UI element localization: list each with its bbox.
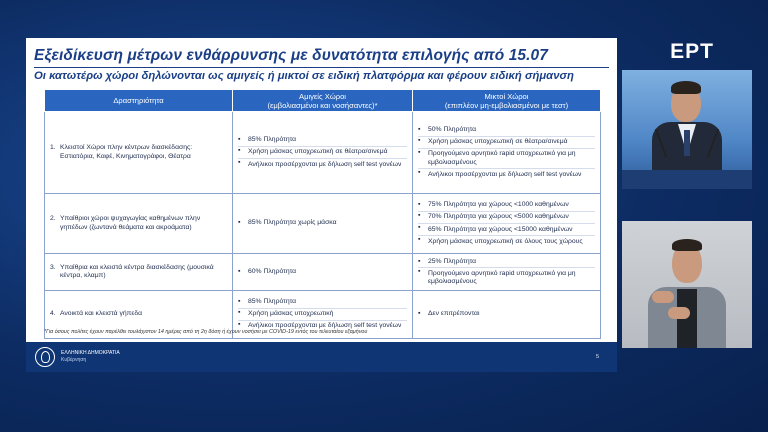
activity-number: 4. (50, 310, 56, 317)
measure-item: ▪ 50% Πληρότητα (418, 126, 595, 134)
measure-item: ▪ 25% Πληρότητα (418, 258, 595, 266)
activity-label: Υπαίθρια και κλειστά κέντρα διασκέδασης (μουσικά κέντρα, κλαμπ) (60, 263, 214, 279)
activity-number: 2. (50, 215, 56, 223)
measure-item: ▪ 75% Πληρότητα για χώρους <1000 καθημένων (418, 201, 595, 209)
measure-item: ▪ Προηγούμενο αρνητικό rapid υποχρεωτικό για μη εμβολιασμένους (418, 148, 595, 167)
sign-language-interpreter-feed (622, 221, 752, 348)
pure-measures-list (238, 268, 407, 276)
ert-channel-logo: ΕΡΤ (670, 40, 714, 63)
activity-number: 1. (50, 144, 56, 152)
activity-label: Ανοικτά και κλειστά γήπεδα (60, 310, 143, 317)
footnote: *Για όσους πολίτες έχουν παρέλθει τουλάχιστον 14 ημέρες από τη 2η δόση ή έχουν νοσήσει με COVID-19 εντός του τελευταίου εξαμήνου (44, 329, 368, 335)
table-body (45, 112, 601, 339)
mixed-spaces-cell (413, 254, 601, 291)
speaker-tie (684, 130, 690, 156)
measure-item: ▪ Ανήλικοι προσέρχονται με δήλωση self test γονέων (238, 320, 407, 331)
mixed-spaces-cell (413, 290, 601, 338)
speaker-video-feed (622, 70, 752, 189)
slide-footer (26, 342, 617, 372)
slide-title: Εξειδίκευση μέτρων ενθάρρυνσης με δυνατότητα επιλογής από 15.07 (34, 47, 549, 64)
mixed-measures-list (418, 201, 595, 246)
header-pure-spaces (233, 90, 413, 112)
table-row (45, 254, 601, 291)
measure-item: ▪ 70% Πληρότητα για χώρους <5000 καθημένων (418, 211, 595, 222)
measures-table (44, 89, 601, 339)
pure-spaces-cell (233, 194, 413, 254)
measure-item: ▪ 60% Πληρότητα (238, 268, 407, 276)
footer-organization (61, 350, 120, 363)
measure-item: ▪ Ανήλικοι προσέρχονται με δήλωση self test γονέων (238, 158, 407, 169)
mixed-measures-list (418, 310, 595, 318)
slide-page-number: 5 (595, 354, 599, 360)
measure-item: ▪ Χρήση μάσκας υποχρεωτική σε θέατρα/σινεμά (418, 136, 595, 147)
footer-org-name: ΕΛΛΗΝΙΚΗ ΔΗΜΟΚΡΑΤΙΑ (61, 350, 120, 356)
header-mixed-spaces (413, 90, 601, 112)
speaker-hair (671, 81, 701, 94)
pure-spaces-cell (233, 254, 413, 291)
activity-cell (45, 112, 233, 194)
pure-measures-list (238, 219, 407, 227)
mixed-spaces-cell (413, 194, 601, 254)
footer-org-sub: Κυβέρνηση (61, 356, 87, 363)
table-header-row (45, 90, 601, 112)
measure-item: ▪ Χρήση μάσκας υποχρεωτική σε όλους τους χώρους (418, 235, 595, 246)
table-row (45, 112, 601, 194)
header-mixed-note: (επιπλέον μη-εμβολιασμένοι με τεστ) (444, 100, 569, 110)
activity-cell (45, 194, 233, 254)
presentation-slide (26, 38, 617, 372)
pure-measures-list (238, 298, 407, 331)
measure-item: ▪ Ανήλικοι προσέρχονται με δήλωση self test γονέων (418, 168, 595, 179)
activity-cell (45, 254, 233, 291)
pure-measures-list (238, 136, 407, 169)
measure-item: ▪ 85% Πληρότητα (238, 298, 407, 306)
measure-item: ▪ Δεν επιτρέπονται (418, 310, 595, 318)
podium (622, 170, 752, 189)
header-pure-note: (εμβολιασμένοι και νοσήσαντες)* (267, 100, 378, 110)
pure-spaces-cell (233, 112, 413, 194)
title-divider (34, 67, 609, 68)
measure-item: ▪ 85% Πληρότητα (238, 136, 407, 144)
mixed-measures-list (418, 126, 595, 179)
measure-item: ▪ Χρήση μάσκας υποχρεωτική σε θέατρα/σινεμά (238, 146, 407, 157)
activity-label: Υπαίθριοι χώροι ψυχαγωγίας καθημένων πλην γηπέδων (ζωντανά θεάματα και ακροάματα) (60, 215, 201, 231)
interpreter-hand-icon (668, 307, 690, 319)
interpreter-hair (672, 239, 702, 251)
measure-item: ▪ Χρήση μάσκας υποχρεωτική (238, 308, 407, 319)
greek-republic-emblem-icon (35, 347, 55, 367)
header-mixed-title: Μικτοί Χώροι (484, 91, 529, 101)
mixed-measures-list (418, 258, 595, 287)
measure-item: ▪ Προηγούμενο αρνητικό rapid υποχρεωτικό για μη εμβολιασμένους (418, 267, 595, 286)
table-row (45, 194, 601, 254)
measure-item: ▪ 65% Πληρότητα για χώρους <15000 καθημένων (418, 223, 595, 234)
activity-label: Κλειστοί Χώροι πλην κέντρων διασκέδασης: Εστιατόρια, Καφέ, Κινηματογράφοι, Θέατρα (60, 144, 193, 160)
header-activity: Δραστηριότητα (45, 90, 233, 112)
header-pure-title: Αμιγείς Χώροι (299, 91, 346, 101)
slide-subtitle: Οι κατωτέρω χώροι δηλώνονται ως αμιγείς ή μικτοί σε ειδική πλατφόρμα και φέρουν ειδική σήμανση (34, 70, 574, 82)
measure-item: ▪ 85% Πληρότητα χωρίς μάσκα (238, 219, 407, 227)
activity-number: 3. (50, 263, 56, 271)
interpreter-hand-icon (652, 291, 674, 303)
mixed-spaces-cell (413, 112, 601, 194)
